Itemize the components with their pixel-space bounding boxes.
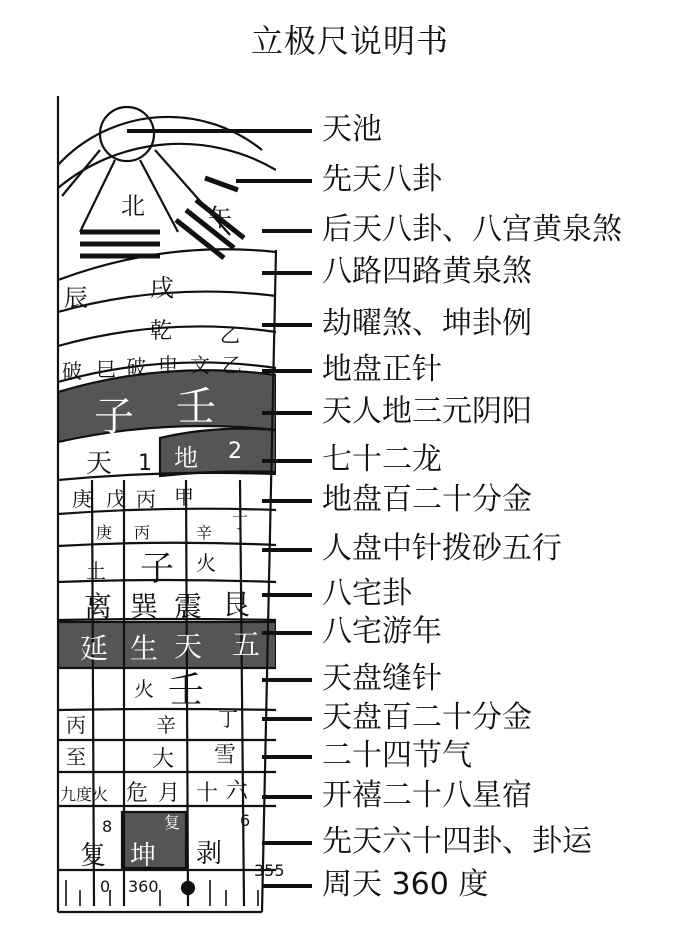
diagram-glyph: 壬: [176, 384, 216, 430]
ring-label: 地盘百二十分金: [322, 482, 532, 517]
diagram-glyph: 2: [228, 439, 242, 464]
diagram-glyph: 危: [126, 781, 149, 806]
leader-line: [262, 795, 312, 799]
diagram-glyph: 土: [86, 559, 106, 583]
ring-label: 天盘缝针: [322, 661, 442, 696]
leader-line: [127, 129, 312, 133]
diagram-glyph: 复: [80, 841, 107, 871]
diagram-glyph: 丙: [66, 713, 86, 737]
diagram-glyph: 子: [94, 394, 134, 440]
leader-line: [262, 369, 312, 373]
ring-label: 开禧二十八星宿: [322, 778, 532, 813]
diagram-glyph: 乙: [222, 353, 242, 377]
diagram-glyph: 8: [102, 817, 113, 836]
ring-label: 先天八卦: [322, 162, 442, 197]
diagram-glyph: 五: [232, 628, 261, 661]
diagram-glyph: 九度火: [60, 785, 109, 804]
diagram-glyph: 丙: [136, 487, 156, 511]
leader-line: [262, 499, 312, 503]
ring-label: 天盘百二十分金: [322, 700, 532, 735]
diagram-glyph: 申: [158, 353, 178, 377]
ring-label: 周天 360 度: [322, 867, 489, 902]
diagram-glyph: 艮: [222, 588, 251, 621]
leader-line: [262, 323, 312, 327]
diagram-glyph: 丙: [134, 523, 151, 542]
diagram-glyph: 六: [226, 779, 249, 804]
diagram-glyph: 辛: [196, 523, 213, 542]
diagram-glyph: 十: [196, 781, 219, 806]
diagram-glyph: 天: [174, 630, 203, 663]
diagram-glyph: 巽: [130, 590, 159, 623]
diagram-glyph: 破: [62, 359, 82, 383]
diagram-glyph: 至: [66, 745, 86, 769]
leader-line: [262, 884, 312, 888]
leader-line: [262, 717, 312, 721]
leader-line: [262, 678, 312, 682]
leader-line: [236, 179, 312, 183]
leader-line: [262, 631, 312, 635]
diagram-glyph: 天: [86, 449, 113, 479]
leader-line: [262, 229, 312, 233]
diagram-glyph: 丁: [218, 707, 238, 731]
diagram-glyph: 巳: [96, 357, 116, 381]
diagram-glyph: 大: [152, 747, 175, 772]
ring-label: 八宅游年: [322, 614, 442, 649]
diagram-glyph: 离: [84, 590, 113, 623]
ring-label: 先天六十四卦、卦运: [322, 824, 592, 859]
ring-label: 地盘正针: [322, 352, 442, 387]
diagram-glyph: 文: [190, 353, 210, 377]
leader-line: [262, 755, 312, 759]
diagram-glyph: 乾: [150, 319, 173, 344]
ring-label: 八路四路黄泉煞: [322, 254, 532, 289]
diagram-glyph: 地: [174, 444, 198, 472]
diagram-glyph: 复: [164, 813, 181, 832]
leader-line: [262, 593, 312, 597]
ring-label: 二十四节气: [322, 738, 472, 773]
diagram-glyph: 355: [254, 861, 285, 880]
diagram-glyph: 甲: [174, 485, 194, 509]
diagram-glyph: 庚: [72, 487, 92, 511]
diagram-glyph: 延: [80, 632, 109, 665]
leader-line: [262, 841, 312, 845]
ring-label: 天人地三元阴阳: [322, 394, 532, 429]
diagram-glyph: 剥: [196, 839, 223, 869]
ring-label: 人盘中针拨砂五行: [322, 531, 562, 566]
diagram-glyph: 乙: [220, 323, 240, 347]
ring-label: 劫曜煞、坤卦例: [322, 306, 532, 341]
diagram-glyph: 丁: [232, 513, 249, 532]
diagram-glyph: 辛: [156, 713, 176, 737]
diagram-glyph: 破: [126, 355, 146, 379]
ring-label: 后天八卦、八宫黄泉煞: [322, 212, 622, 247]
diagram-glyph: 雪: [214, 743, 237, 768]
ring-label: 天池: [322, 112, 382, 147]
diagram-glyph: 360: [128, 877, 159, 896]
diagram-glyph: 1: [138, 451, 152, 476]
diagram-glyph: 生: [130, 632, 159, 665]
diagram-glyph: 戊: [106, 487, 126, 511]
diagram-glyph: 火: [134, 677, 154, 701]
diagram-glyph: 北: [121, 192, 145, 220]
leader-line: [262, 548, 312, 552]
leader-line: [262, 411, 312, 415]
diagram-glyph: 戌: [150, 274, 174, 302]
diagram-glyph: 庚: [96, 523, 113, 542]
diagram-glyph: 坤: [130, 841, 157, 871]
diagram-glyph: 震: [174, 590, 203, 623]
diagram-glyph: 壬: [168, 670, 205, 711]
diagram-glyph: 6: [240, 811, 251, 830]
leader-line: [262, 459, 312, 463]
ring-label: 七十二龙: [322, 442, 442, 477]
diagram-glyph: 月: [158, 781, 181, 806]
diagram-glyph: 0: [100, 877, 111, 896]
leader-line: [262, 271, 312, 275]
page-title: 立极尺说明书: [250, 22, 449, 60]
diagram-glyph: 子: [140, 549, 174, 589]
diagram-glyph: 辰: [64, 284, 88, 312]
diagram-glyph: 火: [196, 551, 216, 575]
diagram-glyph: 午: [208, 204, 232, 232]
ring-label: 八宅卦: [322, 576, 412, 611]
